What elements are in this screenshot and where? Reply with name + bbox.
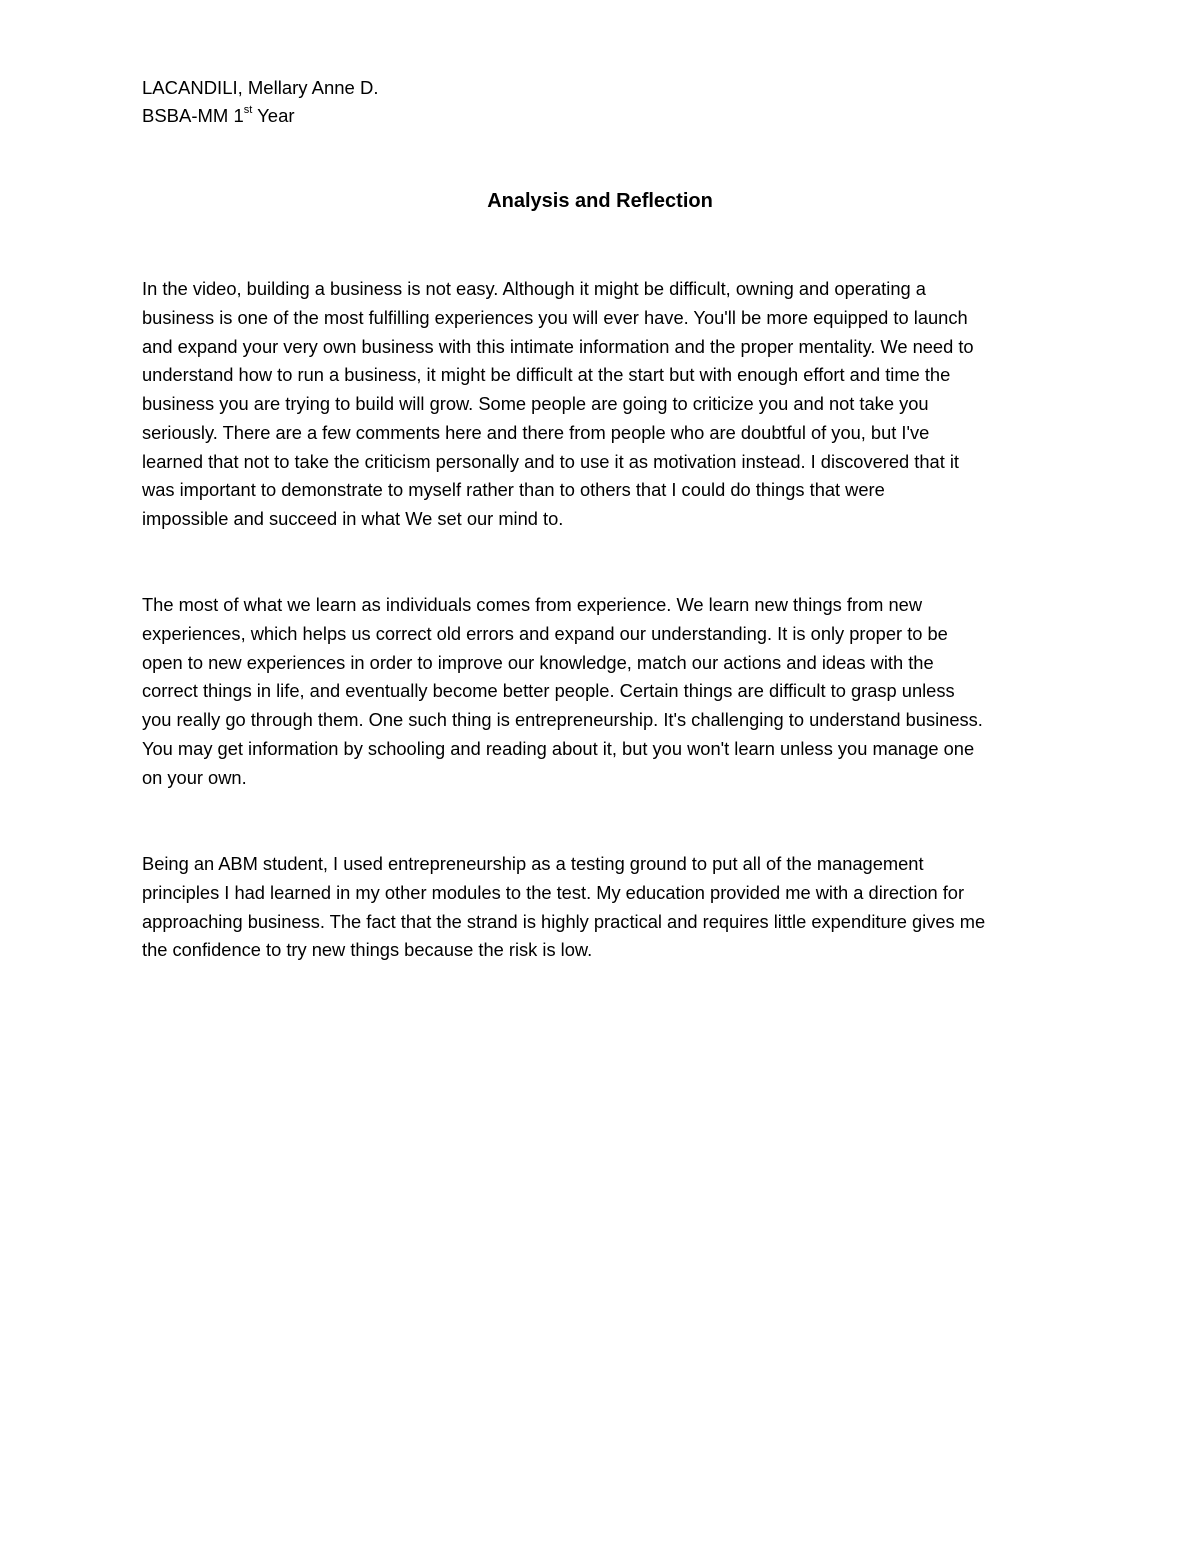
course-prefix: BSBA-MM 1 bbox=[142, 105, 244, 126]
course-suffix: Year bbox=[252, 105, 295, 126]
paragraph-3 bbox=[142, 850, 1062, 965]
author-header bbox=[142, 74, 378, 130]
paragraph-line: business is one of the most fulfilling experiences you will ever have. You'll be more equipped to launch bbox=[142, 306, 968, 328]
paragraph-line: the confidence to try new things because the risk is low. bbox=[142, 939, 593, 961]
paragraph-line: experiences, which helps us correct old errors and expand our understanding. It is only proper to be bbox=[142, 622, 948, 644]
author-name: LACANDILI, Mellary Anne D. bbox=[142, 77, 379, 98]
paragraph-line: and expand your very own business with this intimate information and the proper mentality. We need to bbox=[142, 335, 974, 357]
paragraph-line: Being an ABM student, I used entrepreneurship as a testing ground to put all of the management bbox=[142, 853, 924, 874]
paragraph-line: You may get information by schooling and reading about it, but you won't learn unless you manage one bbox=[142, 737, 975, 759]
paragraph-line: business you are trying to build will grow. Some people are going to criticize you and not take you bbox=[142, 393, 929, 414]
document-title: Analysis and Reflection bbox=[487, 190, 713, 212]
paragraph-line: correct things in life, and eventually become better people. Certain things are difficult to grasp unless bbox=[142, 680, 955, 702]
paragraph-line: on your own. bbox=[142, 766, 247, 788]
paragraph-2 bbox=[142, 591, 1062, 792]
paragraph-line: was important to demonstrate to myself rather than to others that I could do things that were bbox=[142, 479, 885, 501]
paragraph-line: In the video, building a business is not easy. Although it might be difficult, owning and operating a bbox=[142, 278, 926, 299]
paragraph-line: understand how to run a business, it might be difficult at the start but with enough effort and time the bbox=[142, 364, 951, 386]
paragraph-line: impossible and succeed in what We set our mind to. bbox=[142, 508, 564, 529]
paragraph-line: you really go through them. One such thing is entrepreneurship. It's challenging to understand business. bbox=[142, 709, 983, 730]
paragraph-line: principles I had learned in my other modules to the test. My education provided me with a direction for bbox=[142, 881, 965, 903]
paragraph-line: learned that not to take the criticism personally and to use it as motivation instead. I discovered that it bbox=[142, 450, 959, 472]
paragraph-1 bbox=[142, 275, 1062, 534]
paragraph-line: seriously. There are a few comments here and there from people who are doubtful of you, but I've bbox=[142, 421, 930, 443]
course-superscript: st bbox=[243, 103, 253, 116]
course-year bbox=[142, 102, 378, 130]
paragraph-line: The most of what we learn as individuals comes from experience. We learn new things from new bbox=[142, 594, 923, 615]
paragraph-line: open to new experiences in order to improve our knowledge, match our actions and ideas with the bbox=[142, 651, 934, 673]
paragraph-line: approaching business. The fact that the strand is highly practical and requires little expenditure gives me bbox=[142, 910, 986, 932]
